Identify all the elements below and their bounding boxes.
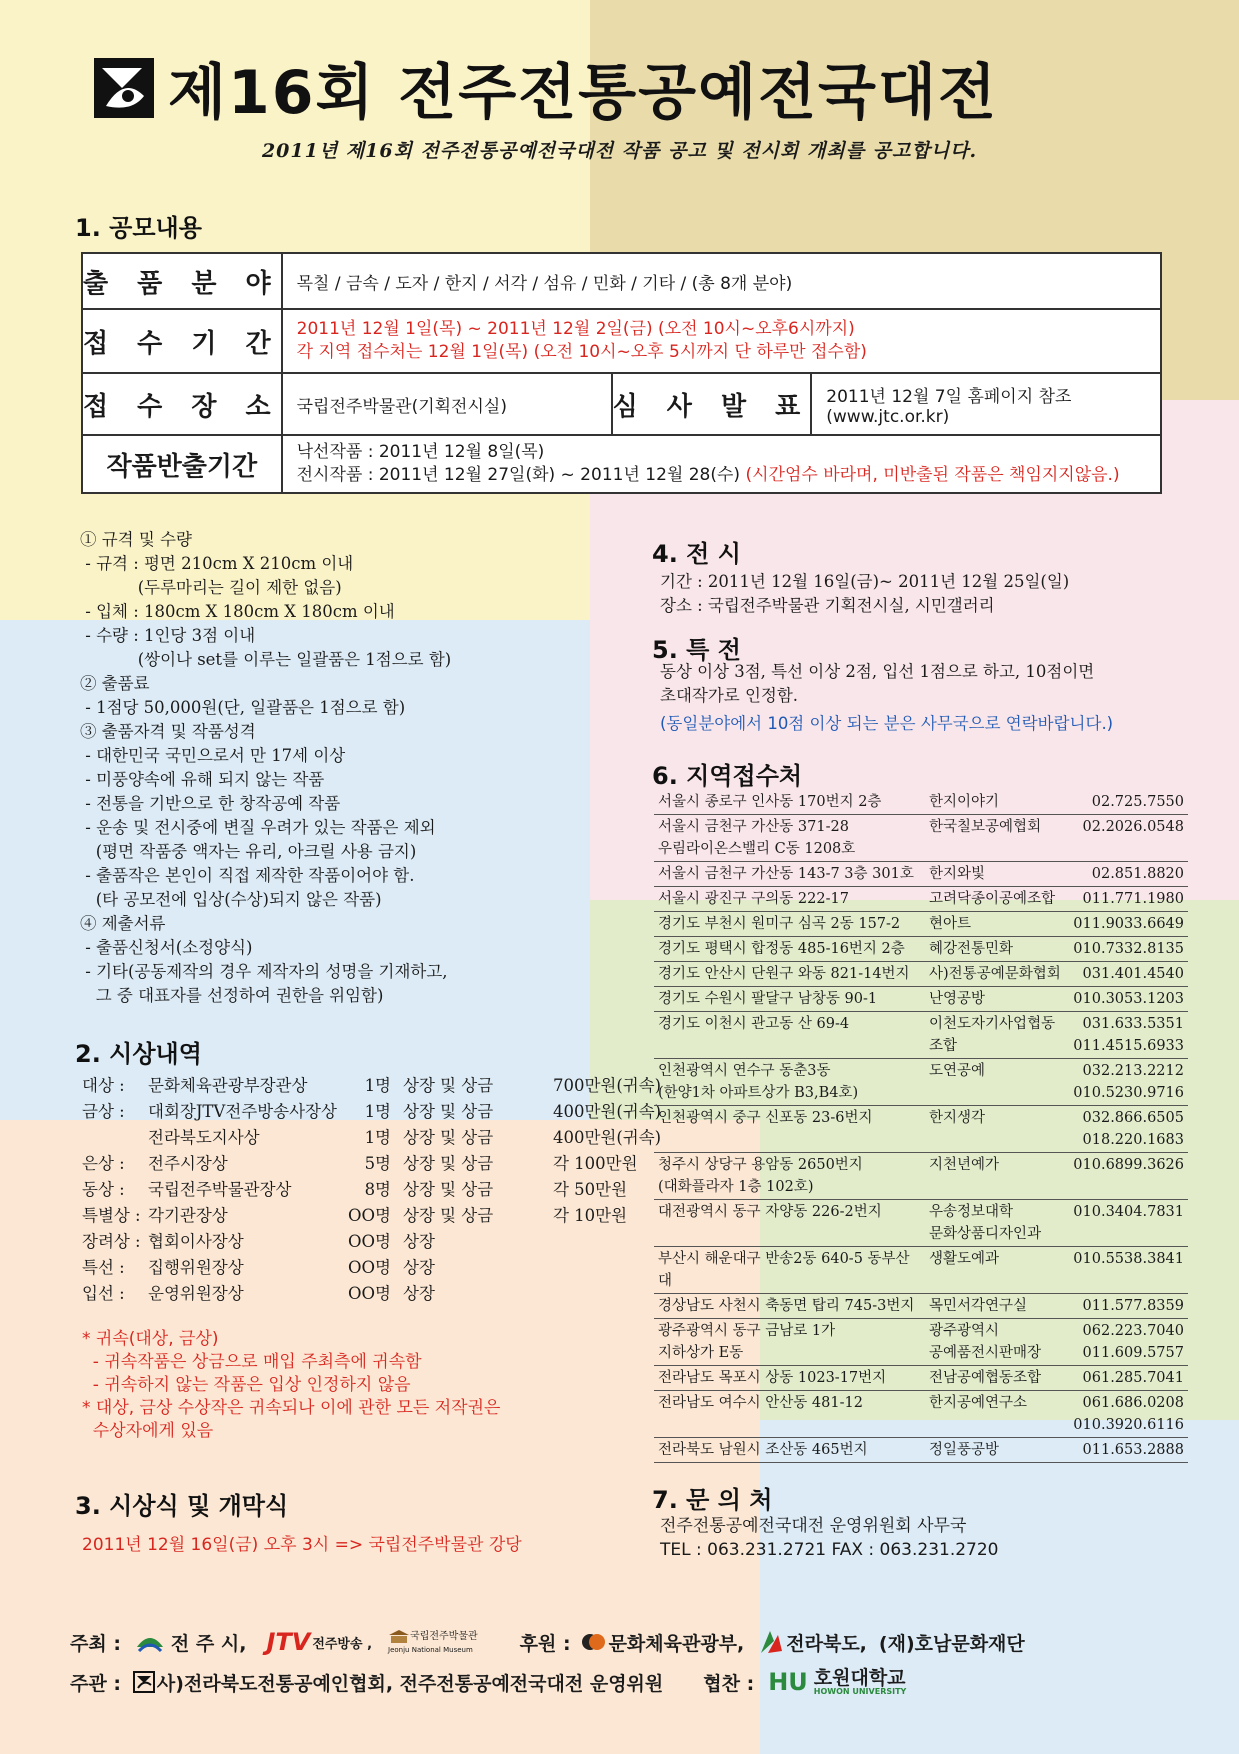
regional-cell: 011.577.8359: [1069, 1294, 1188, 1319]
host-museum-sub: Jeonju National Museum: [388, 1645, 473, 1654]
rules-list: [80, 528, 451, 1008]
section6-heading: 6. 지역접수처: [652, 762, 803, 790]
bg-blue-block-2: [760, 1420, 1239, 1754]
benefit-info: [660, 660, 1094, 708]
prize-cell: 국립전주박물관장상: [148, 1180, 292, 1199]
regional-cell: 인천광역시 연수구 동춘3동 (한양1차 아파트상가 B3,B4호): [654, 1059, 925, 1106]
prize-cell: 5명: [364, 1154, 391, 1173]
prize-cell: 각 50만원: [553, 1180, 628, 1199]
benefit-contact-note: (동일분야에서 10점 이상 되는 분은 사무국으로 연락바랍니다.): [660, 714, 1114, 733]
regional-cell: 한지와빛: [925, 862, 1069, 887]
rule-line: ① 규격 및 수량: [80, 530, 192, 549]
prize-row: [82, 1255, 663, 1281]
host-label: 주최 :: [70, 1632, 121, 1655]
prize-cell: 1명: [364, 1128, 391, 1147]
return-value: [282, 435, 1161, 493]
sponsor-honam: (재)호남문화재단: [878, 1632, 1025, 1655]
prize-cell: 동상 :: [82, 1180, 125, 1199]
regional-cell: 서울시 금천구 가산동 371-28 우림라이온스밸리 C동 1208호: [654, 815, 925, 862]
regional-cell: 한지생각: [925, 1106, 1069, 1153]
regional-row: [654, 1153, 1188, 1200]
section5-heading: 5. 특 전: [652, 636, 741, 664]
prize-row: [82, 1073, 663, 1099]
regional-cell: 서울시 종로구 인사동 170번지 2층: [654, 790, 925, 815]
regional-row: [654, 1200, 1188, 1247]
prize-cell: 은상 :: [82, 1154, 125, 1173]
rule-line: ② 출품료: [80, 674, 150, 693]
sponsor-jeonbuk: 전라북도,: [786, 1632, 867, 1655]
regional-row: [654, 937, 1188, 962]
prize-cell: 금상 :: [82, 1102, 125, 1121]
regional-cell: 경기도 안산시 단원구 와동 821-14번지: [654, 962, 925, 987]
prize-cell: 8명: [364, 1180, 391, 1199]
prize-cell: [553, 1281, 663, 1307]
prize-row: [82, 1177, 663, 1203]
host-jeonju-city: 전 주 시,: [170, 1632, 247, 1655]
rule-line: - 출품신청서(소정양식): [80, 938, 253, 957]
regional-cell: 서울시 광진구 구의동 222-17: [654, 887, 925, 912]
jeonju-city-logo-icon: [135, 1631, 165, 1653]
regional-cell: 경기도 부천시 원미구 심곡 2동 157-2: [654, 912, 925, 937]
period-line1: 2011년 12월 1일(목) ~ 2011년 12월 2일(금) (오전 10시~오후6시까지): [296, 319, 855, 339]
coop-text: 호원대학교: [813, 1666, 906, 1689]
regional-cell: 정일풍공방: [925, 1438, 1069, 1463]
prize-cell: 상장 및 상금: [403, 1076, 494, 1095]
return-line2: 전시작품 : 2011년 12월 27일(화) ~ 2011년 12월 28(수): [296, 465, 741, 485]
prize-cell: 1명: [364, 1102, 391, 1121]
regional-cell: 010.3053.1203: [1069, 987, 1188, 1012]
prize-row: [82, 1281, 663, 1307]
prize-cell: 상장: [403, 1284, 435, 1303]
regional-cell: 혜강전통민화: [925, 937, 1069, 962]
benefit-line1: 동상 이상 3점, 특선 이상 2점, 입선 1점으로 하고, 10점이면: [660, 662, 1095, 681]
regional-cell: 010.7332.8135: [1069, 937, 1188, 962]
prize-cell: 특선 :: [82, 1258, 125, 1277]
rule-line: (두루마리는 길이 제한 없음): [80, 578, 342, 597]
regional-row: [654, 790, 1188, 815]
prize-cell: 운영위원장상: [148, 1284, 244, 1303]
rule-line: - 입체 : 180cm X 180cm X 180cm 이내: [80, 602, 395, 621]
prize-row: [82, 1125, 663, 1151]
regional-cell: 현아트: [925, 912, 1069, 937]
judge-label: 심 사 발 표: [612, 373, 812, 435]
regional-cell: 011.771.1980: [1069, 887, 1188, 912]
regional-cell: 011.9033.6649: [1069, 912, 1188, 937]
section1-heading: 1. 공모내용: [75, 214, 202, 242]
prize-cell: 400만원(귀속): [553, 1128, 662, 1147]
regional-cell: 02.2026.0548: [1069, 815, 1188, 862]
regional-cell: 031.633.5351 011.4515.6933: [1069, 1012, 1188, 1059]
prize-cell: 전주시장상: [148, 1154, 228, 1173]
prize-row: [82, 1151, 663, 1177]
prize-table: [82, 1073, 663, 1307]
howon-logo: HU: [768, 1668, 808, 1696]
rule-line: - 운송 및 전시중에 변질 우려가 있는 작품은 제외: [80, 818, 436, 837]
regional-row: [654, 962, 1188, 987]
association-logo-icon: [133, 1671, 155, 1693]
regional-cell: 우송정보대학 문화상품디자인과: [925, 1200, 1069, 1247]
exhibition-period: 기간 : 2011년 12월 16일(금)~ 2011년 12월 25일(일): [660, 572, 1070, 591]
howon-name: [813, 1666, 907, 1696]
section4-heading: 4. 전 시: [652, 540, 741, 568]
benefit-line2: 초대작가로 인정함.: [660, 686, 799, 705]
regional-row: [654, 887, 1188, 912]
prize-cell: 장려상 :: [82, 1232, 141, 1251]
regional-cell: 사)전통공예문화협회: [925, 962, 1069, 987]
prize-cell: OO명: [348, 1284, 391, 1303]
contest-info-table: [81, 252, 1162, 494]
return-line1: 낙선작품 : 2011년 12월 8일(목): [296, 442, 545, 462]
regional-cell: 011.653.2888: [1069, 1438, 1188, 1463]
sponsor-ministry: 문화체육관광부,: [608, 1632, 745, 1655]
rule-line: (쌍이나 set를 이루는 일괄품은 1점으로 함): [80, 650, 452, 669]
regional-cell: 061.285.7041: [1069, 1366, 1188, 1391]
regional-cell: 전라북도 남원시 조산동 465번지: [654, 1438, 925, 1463]
period-line2: 각 지역 접수처는 12월 1일(목) (오전 10시~오후 5시까지 단 하루만 접수함): [296, 342, 867, 362]
regional-cell: 010.5538.3841: [1069, 1247, 1188, 1294]
host-museum: 국립전주박물관: [410, 1631, 478, 1642]
regional-reception-table: [654, 790, 1188, 1463]
prize-note: - 귀속하지 않는 작품은 입상 인정하지 않음: [82, 1375, 411, 1395]
prize-cell: 상장 및 상금: [403, 1180, 494, 1199]
host-jtv: 전주방송 ,: [312, 1636, 373, 1652]
regional-cell: 02.725.7550: [1069, 790, 1188, 815]
ceremony-text: 2011년 12월 16일(금) 오후 3시 => 국립전주박물관 강당: [82, 1535, 522, 1555]
festival-logo-icon: [92, 56, 156, 120]
regional-cell: 한지이야기: [925, 790, 1069, 815]
prize-cell: 각 100만원: [553, 1154, 638, 1173]
section2-heading: 2. 시상내역: [75, 1040, 202, 1068]
regional-cell: 경상남도 사천시 축동면 탑리 745-3번지: [654, 1294, 925, 1319]
regional-cell: 032.866.6505 018.220.1683: [1069, 1106, 1188, 1153]
prize-cell: 각기관장상: [148, 1206, 228, 1225]
prize-note: 수상자에게 있음: [82, 1421, 214, 1441]
prize-note: * 대상, 금상 수상작은 귀속되나 이에 관한 모든 저작권은: [82, 1398, 501, 1418]
section7-heading: 7. 문 의 처: [652, 1486, 773, 1514]
contact-info: [660, 1514, 999, 1562]
prize-note: - 귀속작품은 상금으로 매입 주최측에 귀속함: [82, 1352, 422, 1372]
exhibition-place: 장소 : 국립전주박물관 기획전시실, 시민갤러리: [660, 596, 995, 615]
footer-organizer-row: [70, 1668, 906, 1696]
prize-cell: 문화체육관광부장관상: [148, 1076, 308, 1095]
regional-cell: 난영공방: [925, 987, 1069, 1012]
regional-row: [654, 1247, 1188, 1294]
prize-cell: 입선 :: [82, 1284, 125, 1303]
jtv-logo: JTV: [266, 1628, 311, 1656]
contact-org: 전주전통공예전국대전 운영위원회 사무국: [660, 1516, 967, 1536]
coop-label: 협찬 :: [703, 1672, 755, 1695]
regional-cell: 한지공예연구소: [925, 1391, 1069, 1438]
rule-line: - 기타(공동제작의 경우 제작자의 성명을 기재하고,: [80, 962, 448, 981]
rule-line: - 전통을 기반으로 한 창작공예 작품: [80, 794, 341, 813]
regional-cell: 02.851.8820: [1069, 862, 1188, 887]
regional-cell: 대전광역시 동구 자양동 226-2번지: [654, 1200, 925, 1247]
prize-row: [82, 1099, 663, 1125]
culture-ministry-logo-icon: [581, 1631, 607, 1653]
prize-notes: [82, 1328, 500, 1443]
period-label: 접 수 기 간: [82, 309, 282, 373]
prize-cell: 700만원(귀속): [553, 1076, 662, 1095]
regional-cell: 지천년예가: [925, 1153, 1069, 1200]
rule-line: ④ 제출서류: [80, 914, 166, 933]
regional-cell: 전라남도 여수시 안산동 481-12: [654, 1391, 925, 1438]
regional-cell: 010.3404.7831: [1069, 1200, 1188, 1247]
exhibition-info: [660, 570, 1069, 618]
regional-row: [654, 1106, 1188, 1153]
museum-logo: [388, 1629, 478, 1656]
regional-cell: 인천광역시 중구 신포동 23-6번지: [654, 1106, 925, 1153]
prize-cell: 상장 및 상금: [403, 1154, 494, 1173]
regional-cell: 경기도 이천시 관고동 산 69-4: [654, 1012, 925, 1059]
regional-cell: 광주광역시 공예품전시판매장: [925, 1319, 1069, 1366]
page-subtitle: 2011년 제16회 전주전통공예전국대전 작품 공고 및 전시회 개최를 공고합니다.: [261, 140, 978, 162]
field-value: 목칠 / 금속 / 도자 / 한지 / 서각 / 섬유 / 민화 / 기타 / (총 8개 분야): [282, 253, 1161, 309]
regional-row: [654, 1438, 1188, 1463]
return-note: (시간엄수 바라며, 미반출된 작품은 책임지지않음.): [745, 465, 1120, 485]
rule-line: 그 중 대표자를 선정하여 권한을 위임함): [80, 986, 384, 1005]
return-label: 작품반출기간: [82, 435, 282, 493]
prize-cell: [553, 1229, 663, 1255]
regional-cell: 도연공예: [925, 1059, 1069, 1106]
prize-cell: 상장: [403, 1232, 435, 1251]
regional-cell: 한국칠보공예협회: [925, 815, 1069, 862]
regional-row: [654, 1319, 1188, 1366]
contact-phone: TEL : 063.231.2721 FAX : 063.231.2720: [660, 1540, 999, 1560]
prize-cell: OO명: [348, 1258, 391, 1277]
prize-cell: 집행위원장상: [148, 1258, 244, 1277]
regional-cell: 032.213.2212 010.5230.9716: [1069, 1059, 1188, 1106]
regional-row: [654, 815, 1188, 862]
title-area: [92, 52, 1152, 128]
regional-cell: 광주광역시 동구 금남로 1가 지하상가 E동: [654, 1319, 925, 1366]
organizer-label: 주관 :: [70, 1672, 121, 1695]
prize-cell: 상장: [403, 1258, 435, 1277]
regional-cell: 경기도 수원시 팔달구 남창동 90-1: [654, 987, 925, 1012]
museum-building-icon: [388, 1629, 410, 1645]
prize-cell: 상장 및 상금: [403, 1206, 494, 1225]
regional-cell: 부산시 해운대구 반송2동 640-5 동부산대: [654, 1247, 925, 1294]
section3-heading: 3. 시상식 및 개막식: [75, 1492, 289, 1520]
rule-line: - 미풍양속에 유해 되지 않는 작품: [80, 770, 325, 789]
jeonbuk-logo-icon: [758, 1629, 784, 1655]
prize-cell: 대상 :: [82, 1076, 125, 1095]
regional-row: [654, 1391, 1188, 1438]
regional-cell: 전라남도 목포시 상동 1023-17번지: [654, 1366, 925, 1391]
regional-cell: 경기도 평택시 합정동 485-16번지 2층: [654, 937, 925, 962]
regional-cell: 062.223.7040 011.609.5757: [1069, 1319, 1188, 1366]
regional-cell: 청주시 상당구 용암동 2650번지 (대화플라자 1층 102호): [654, 1153, 925, 1200]
prize-cell: 각 10만원: [553, 1206, 628, 1225]
regional-row: [654, 1366, 1188, 1391]
regional-row: [654, 1012, 1188, 1059]
prize-cell: 400만원(귀속): [553, 1102, 662, 1121]
prize-cell: OO명: [348, 1206, 391, 1225]
regional-cell: 목민서각연구실: [925, 1294, 1069, 1319]
regional-row: [654, 1059, 1188, 1106]
rule-line: - 규격 : 평면 210cm X 210cm 이내: [80, 554, 354, 573]
rule-line: - 대한민국 국민으로서 만 17세 이상: [80, 746, 346, 765]
organizer-text: 사)전라북도전통공예인협회, 전주전통공예전국대전 운영위원: [156, 1672, 664, 1695]
field-label: 출 품 분 야: [82, 253, 282, 309]
prize-cell: [82, 1125, 148, 1151]
regional-cell: 서울시 금천구 가산동 143-7 3층 301호: [654, 862, 925, 887]
rule-line: - 출품작은 본인이 직접 제작한 작품이어야 함.: [80, 866, 415, 885]
prize-cell: 특별상 :: [82, 1206, 141, 1225]
prize-row: [82, 1203, 663, 1229]
prize-cell: OO명: [348, 1232, 391, 1251]
judge-value: 2011년 12월 7일 홈페이지 참조(www.jtc.or.kr): [811, 373, 1161, 435]
rule-line: (평면 작품중 액자는 유리, 아크릴 사용 금지): [80, 842, 417, 861]
regional-cell: 010.6899.3626: [1069, 1153, 1188, 1200]
coop-sub: HOWON UNIVERSITY: [813, 1686, 907, 1696]
regional-cell: 고려닥종이공예조합: [925, 887, 1069, 912]
prize-cell: 1명: [364, 1076, 391, 1095]
place-label: 접 수 장 소: [82, 373, 282, 435]
prize-cell: 대회장JTV전주방송사장상: [148, 1102, 337, 1121]
rule-line: - 1점당 50,000원(단, 일괄품은 1점으로 함): [80, 698, 406, 717]
rule-line: (타 공모전에 입상(수상)되지 않은 작품): [80, 890, 382, 909]
place-value: 국립전주박물관(기획전시실): [282, 373, 612, 435]
regional-cell: 생활도예과: [925, 1247, 1069, 1294]
rule-line: ③ 출품자격 및 작품성격: [80, 722, 256, 741]
regional-row: [654, 987, 1188, 1012]
regional-cell: 이천도자기사업협동조합: [925, 1012, 1069, 1059]
regional-row: [654, 1294, 1188, 1319]
rule-line: - 수량 : 1인당 3점 이내: [80, 626, 256, 645]
sponsor-label: 후원 :: [519, 1632, 571, 1655]
prize-note: * 귀속(대상, 금상): [82, 1329, 219, 1349]
prize-cell: 상장 및 상금: [403, 1102, 494, 1121]
page-title: 제16회 전주전통공예전국대전: [168, 58, 998, 128]
prize-cell: 상장 및 상금: [403, 1128, 494, 1147]
prize-row: [82, 1229, 663, 1255]
regional-cell: 061.686.0208 010.3920.6116: [1069, 1391, 1188, 1438]
footer-host-row: [70, 1628, 1025, 1656]
prize-cell: 전라북도지사상: [148, 1128, 260, 1147]
prize-cell: [553, 1255, 663, 1281]
regional-row: [654, 862, 1188, 887]
regional-cell: 전남공예협동조합: [925, 1366, 1069, 1391]
regional-cell: 031.401.4540: [1069, 962, 1188, 987]
period-value: [282, 309, 1161, 373]
prize-cell: 협회이사장상: [148, 1232, 244, 1251]
regional-row: [654, 912, 1188, 937]
